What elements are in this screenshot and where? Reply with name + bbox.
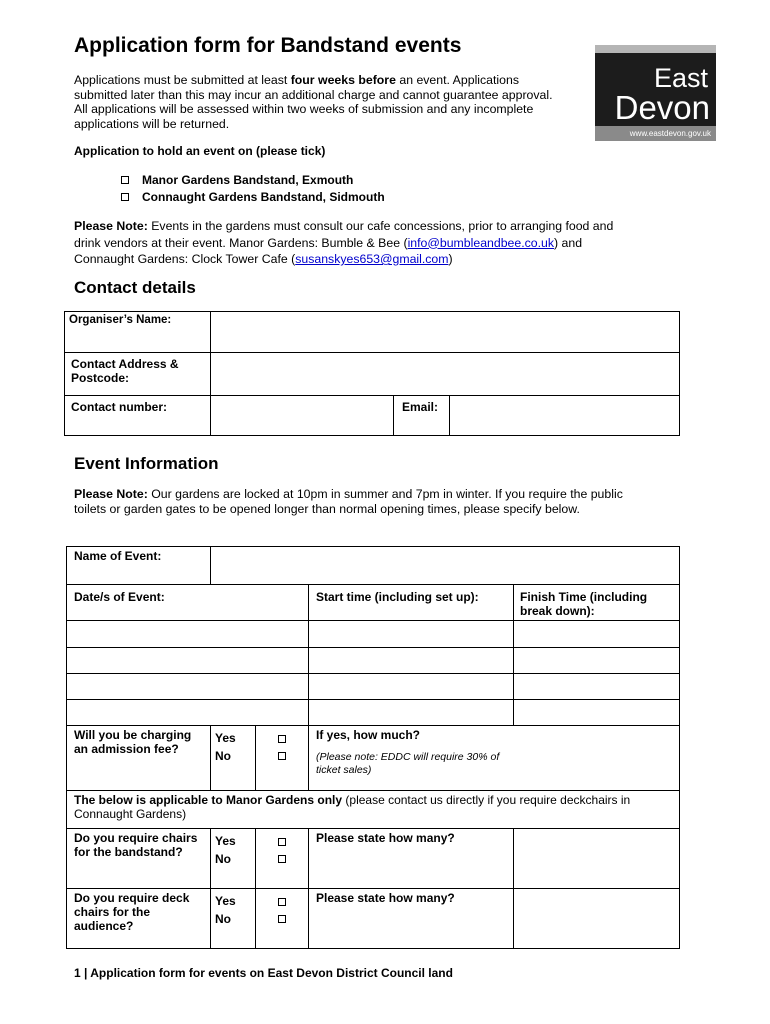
deck-chairs-label: Do you require deck chairs for the audience?	[67, 889, 211, 949]
date-field[interactable]	[67, 674, 309, 700]
bumble-email-link[interactable]: info@bumbleandbee.co.uk	[407, 235, 555, 250]
admission-checkboxes	[256, 726, 309, 791]
note-text: ) and Connaught Gardens: Clock Tower Cafe (	[74, 235, 583, 266]
deck-yes-no	[211, 889, 256, 949]
note-bold: Please Note:	[74, 219, 148, 233]
chairs-no-checkbox[interactable]	[278, 855, 286, 863]
intro-paragraph	[74, 73, 564, 131]
manor-only-note	[67, 791, 680, 829]
cafe-note	[74, 218, 634, 268]
chairs-yes-no	[211, 829, 256, 889]
logo-devon: Devon	[614, 89, 710, 126]
intro-bold: four weeks before	[290, 73, 396, 87]
start-time-label: Start time (including set up):	[309, 585, 514, 621]
note-text: Events in the gardens must consult our cafe concessions, prior to arranging food and drink vendors at their event. Manor Gardens: Bumble & Bee (	[74, 219, 614, 250]
admission-yes-no	[211, 726, 256, 791]
clocktower-email-link[interactable]: susanskyes653@gmail.com	[295, 252, 449, 266]
page-footer: 1 | Application form for events on East Devon District Council land	[74, 966, 453, 980]
venue-label: Application to hold an event on (please tick)	[74, 144, 326, 158]
address-field[interactable]	[211, 353, 680, 396]
start-time-field[interactable]	[309, 621, 514, 648]
finish-time-label: Finish Time (including break down):	[514, 585, 680, 621]
admission-no-checkbox[interactable]	[278, 752, 286, 760]
organiser-name-label: Organiser’s Name:	[65, 312, 211, 353]
yes-label: Yes	[215, 834, 236, 848]
no-label: No	[215, 852, 231, 866]
venue-option-label: Connaught Gardens Bandstand, Sidmouth	[142, 190, 385, 204]
date-field[interactable]	[67, 648, 309, 674]
event-table	[66, 546, 680, 949]
no-label: No	[215, 912, 231, 926]
manor-bold: The below is applicable to Manor Gardens only	[74, 793, 343, 807]
east-devon-logo	[595, 45, 716, 141]
manor-text: (please contact us directly if you require deckchairs in Connaught Gardens)	[74, 793, 631, 821]
note-text: Our gardens are locked at 10pm in summer and 7pm in winter. If you require the public toilets or garden gates to be opened longer than normal opening times, please specify below.	[74, 487, 623, 516]
deck-no-checkbox[interactable]	[278, 915, 286, 923]
venue-option-connaught[interactable]	[121, 190, 385, 204]
finish-time-field[interactable]	[514, 648, 680, 674]
manor-checkbox[interactable]	[121, 176, 129, 184]
chairs-how-many-label: Please state how many?	[309, 829, 514, 889]
chairs-yes-checkbox[interactable]	[278, 838, 286, 846]
organiser-name-field[interactable]	[211, 312, 680, 353]
deck-yes-checkbox[interactable]	[278, 898, 286, 906]
connaught-checkbox[interactable]	[121, 193, 129, 201]
event-name-field[interactable]	[211, 547, 680, 585]
finish-time-field[interactable]	[514, 700, 680, 726]
venue-option-manor[interactable]	[121, 173, 353, 187]
venue-option-label: Manor Gardens Bandstand, Exmouth	[142, 173, 354, 187]
contact-number-label: Contact number:	[65, 396, 211, 436]
logo-east: East	[653, 63, 708, 93]
yes-label: Yes	[215, 894, 236, 908]
finish-time-field[interactable]	[514, 674, 680, 700]
logo-bar	[595, 45, 716, 53]
note-bold: Please Note:	[74, 487, 148, 501]
date-field[interactable]	[67, 700, 309, 726]
dates-label: Date/s of Event:	[67, 585, 309, 621]
admission-yes-checkbox[interactable]	[278, 735, 286, 743]
yes-label: Yes	[215, 731, 236, 745]
event-note	[74, 487, 634, 516]
intro-text-2: an event. Applications submitted later than this may incur an additional charge and cannot guarantee approval. All applications will be assessed within two weeks of submission and any incomplete applications will be returned.	[74, 73, 553, 131]
admission-label: Will you be charging an admission fee?	[67, 726, 211, 791]
event-name-label: Name of Event:	[67, 547, 211, 585]
admission-amount-field[interactable]	[309, 726, 680, 791]
deck-how-many-label: Please state how many?	[309, 889, 514, 949]
email-label: Email:	[394, 396, 450, 436]
start-time-field[interactable]	[309, 674, 514, 700]
deck-how-many-field[interactable]	[514, 889, 680, 949]
event-heading: Event Information	[74, 454, 219, 473]
contact-table	[64, 311, 680, 436]
how-much-note: (Please note: EDDC will require 30% of ticket sales)	[316, 751, 500, 776]
email-field[interactable]	[450, 396, 680, 436]
finish-time-field[interactable]	[514, 621, 680, 648]
chairs-how-many-field[interactable]	[514, 829, 680, 889]
intro-text-1: Applications must be submitted at least	[74, 73, 291, 87]
address-label: Contact Address & Postcode:	[65, 353, 211, 396]
contact-number-field[interactable]	[211, 396, 394, 436]
how-much-label: If yes, how much?	[316, 728, 421, 742]
contact-heading: Contact details	[74, 278, 196, 297]
no-label: No	[215, 749, 231, 763]
date-field[interactable]	[67, 621, 309, 648]
deck-checkboxes	[256, 889, 309, 949]
chairs-checkboxes	[256, 829, 309, 889]
start-time-field[interactable]	[309, 700, 514, 726]
logo-url: www.eastdevon.gov.uk	[595, 126, 716, 141]
form-title: Application form for Bandstand events	[74, 34, 462, 57]
note-text: )	[448, 252, 453, 266]
bandstand-chairs-label: Do you require chairs for the bandstand?	[67, 829, 211, 889]
start-time-field[interactable]	[309, 648, 514, 674]
